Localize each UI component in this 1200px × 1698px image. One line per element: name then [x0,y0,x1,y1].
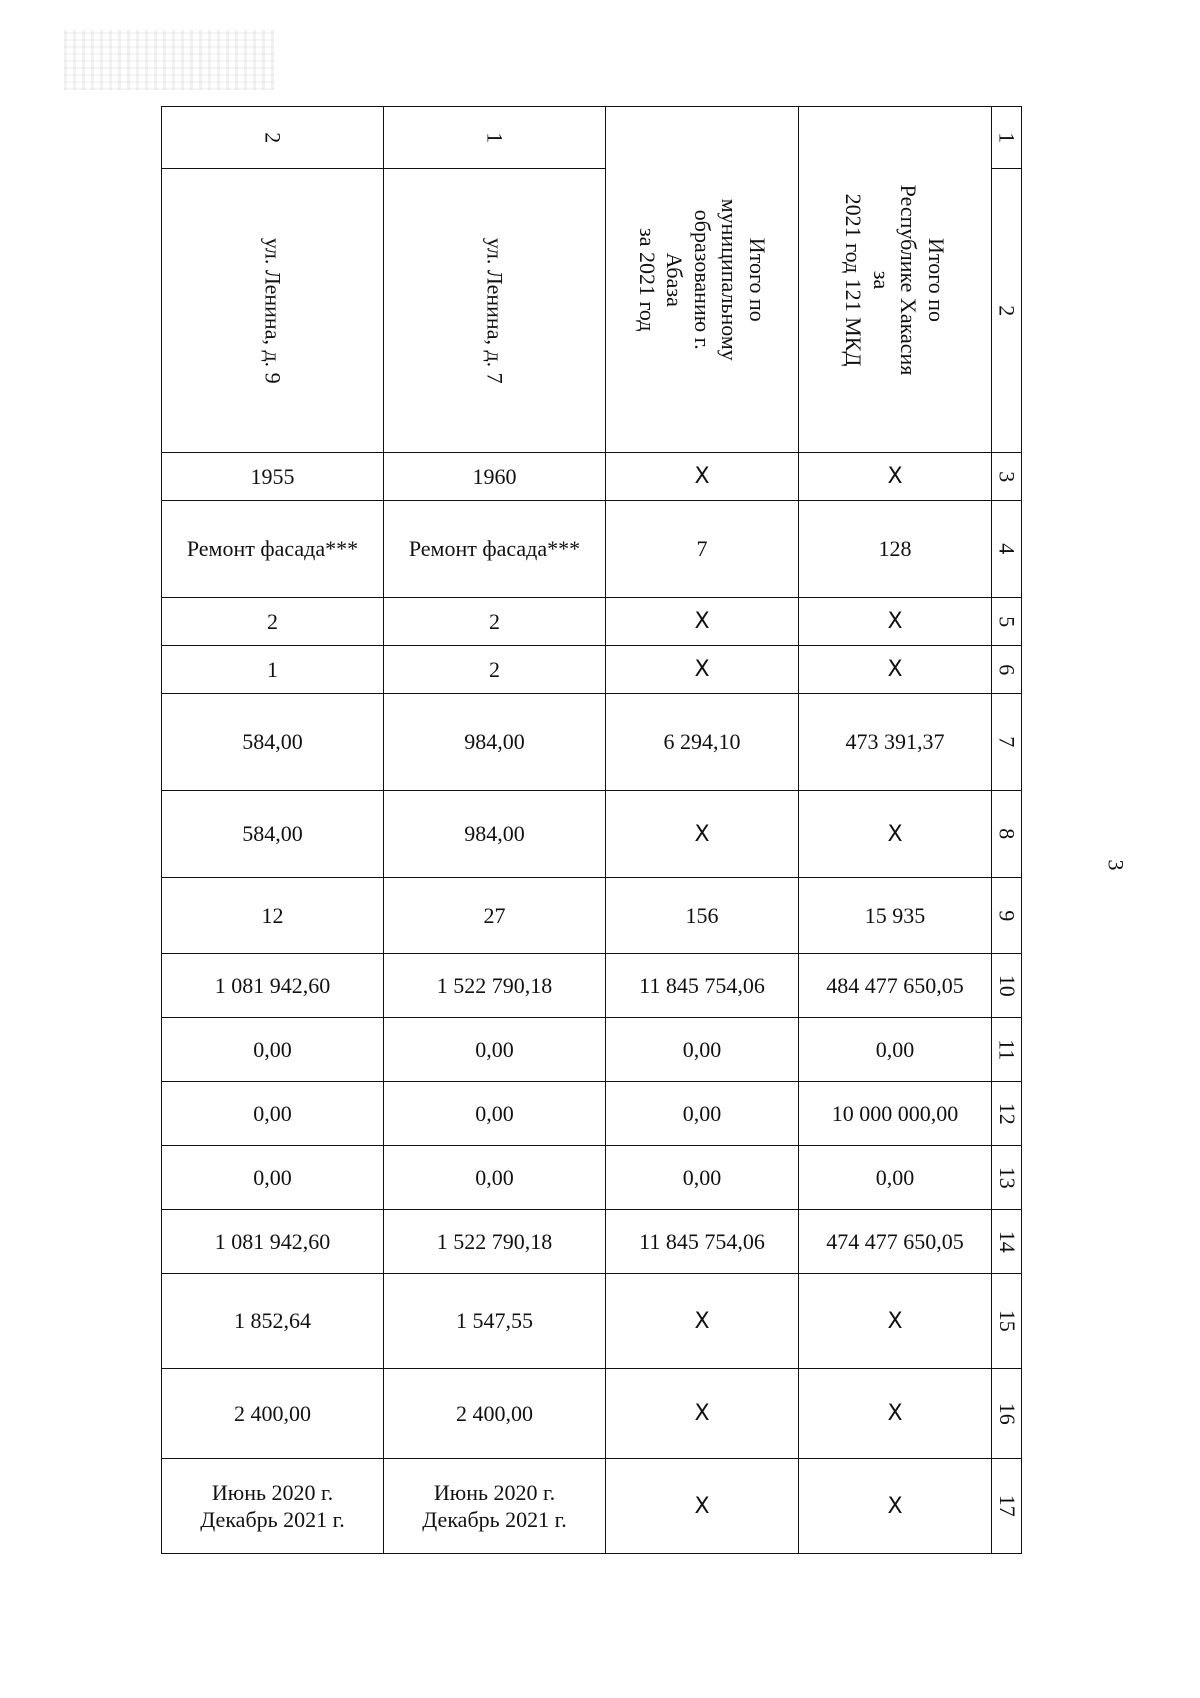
table-cell [606,598,799,646]
cell-value: 156 [685,902,719,928]
header-index-row [162,107,1022,169]
table-cell [162,1018,384,1082]
row-number: 12 [994,1102,1020,1125]
table-cell [162,954,384,1018]
table-cell [384,501,606,598]
cross-mark: X [694,1401,710,1427]
row-number-cell [992,1018,1022,1082]
cell-value: 1 081 942,60 [214,1228,331,1254]
cell-value: 0,00 [475,1100,514,1126]
table-cell [384,694,606,791]
table-cell [384,1274,606,1369]
header-num-col-5: 1 [992,107,1022,169]
cell-value: 7 [696,536,708,562]
table-cell [799,1082,992,1146]
table-row [162,598,1022,646]
table-cell [799,1146,992,1210]
cell-value: 0,00 [682,1164,722,1190]
table-row [162,1082,1022,1146]
cell-value: 2 400,00 [456,1400,533,1426]
table-cell [162,1082,384,1146]
scan-smudge [64,30,274,90]
cell-value: 584,00 [242,729,303,755]
row-number: 17 [994,1495,1020,1517]
row-number-cell [992,694,1022,791]
row-number-cell [992,646,1022,694]
table-row [162,1210,1022,1274]
cell-value: 0,00 [475,1164,514,1190]
table-cell [606,1274,799,1369]
cross-mark: X [887,1493,903,1519]
row-number: 10 [994,974,1020,997]
table-cell [162,1274,384,1369]
cell-value: 0,00 [875,1036,915,1062]
cross-mark: X [694,821,710,847]
page-number: 3 [1103,859,1129,871]
table-cell [799,694,992,791]
cell-value: 2 [489,608,500,634]
table-cell [162,1459,384,1554]
row-number: 9 [994,910,1020,921]
cell-value: Июнь 2020 г. Декабрь 2021 г. [200,1479,345,1532]
row-number-cell [992,1210,1022,1274]
row-number: 14 [994,1230,1020,1253]
row-number: 6 [994,664,1020,675]
table-cell [384,646,606,694]
cell-value: 11 845 754,06 [639,1228,765,1254]
cross-mark: X [694,1308,710,1334]
table-cell [799,954,992,1018]
header-num-col-1: 2 [162,107,384,169]
table-cell [162,878,384,954]
cell-value: 2 400,00 [234,1400,311,1426]
table-cell [606,453,799,501]
cross-mark: X [887,1308,903,1334]
header-title-col-4: Итого по Республике Хакасия за 2021 год 121 МКД [799,107,992,453]
table-cell [162,453,384,501]
cross-mark: X [887,464,903,490]
table-cell [606,878,799,954]
data-table [161,106,1022,1554]
table-row [162,1274,1022,1369]
table-cell [799,453,992,501]
table-row [162,791,1022,878]
cell-value: 27 [483,902,506,928]
cross-mark: X [694,464,710,490]
table-cell [384,791,606,878]
cross-mark: X [694,609,710,635]
row-number: 4 [994,543,1020,555]
header-title-col-3: Итого по муниципальному образованию г. Абаза за 2021 год [606,107,799,453]
cell-value: 0,00 [682,1036,722,1062]
cell-value: 1955 [250,463,295,489]
row-number-cell [992,453,1022,501]
row-number-cell [992,954,1022,1018]
cell-value: 0,00 [253,1100,292,1126]
table-cell [606,1210,799,1274]
cell-value: Ремонт фасада*** [186,536,359,562]
table-cell [162,791,384,878]
table-cell [384,453,606,501]
cell-value: 1 547,55 [456,1308,533,1334]
row-number-cell [992,791,1022,878]
table-cell [799,1459,992,1554]
table-cell [384,1459,606,1554]
table-cell [384,1082,606,1146]
cell-value: 984,00 [464,821,525,847]
table-cell [384,598,606,646]
cross-mark: X [887,609,903,635]
cell-value: 2 [489,656,500,682]
cell-value: 1 522 790,18 [436,972,553,998]
table-cell [799,1018,992,1082]
row-number: 7 [994,736,1020,748]
cell-value: 0,00 [253,1036,292,1062]
row-number: 15 [994,1310,1020,1332]
cell-value: Июнь 2020 г. Декабрь 2021 г. [422,1479,567,1532]
table-cell [799,501,992,598]
row-number-cell [992,1459,1022,1554]
table-cell [606,1082,799,1146]
table-row [162,878,1022,954]
table-cell [799,1210,992,1274]
table-cell [162,1146,384,1210]
cell-value: 128 [878,536,912,562]
cross-mark: X [887,1401,903,1427]
table-cell [162,501,384,598]
cell-value: 0,00 [682,1100,722,1126]
table-row [162,1459,1022,1554]
cell-value: 12 [261,902,284,928]
table-cell [162,1369,384,1459]
table-cell [606,1459,799,1554]
cell-value: 1 081 942,60 [214,972,331,998]
row-number: 13 [994,1166,1020,1189]
table-cell [162,694,384,791]
header-num-col-2: 1 [384,107,606,169]
table-cell [606,791,799,878]
table-cell [384,1210,606,1274]
row-number: 3 [994,471,1020,482]
table-cell [606,1146,799,1210]
table-cell [606,1369,799,1459]
table-cell [799,1369,992,1459]
table-cell [384,1369,606,1459]
table-cell [384,878,606,954]
table-row [162,694,1022,791]
cell-value: 1 852,64 [234,1308,311,1334]
cell-value: 584,00 [242,821,303,847]
row-number: 5 [994,616,1020,627]
row-number-cell [992,1146,1022,1210]
row-number: 11 [994,1038,1020,1061]
cell-value: 473 391,37 [845,729,945,755]
cell-value: 474 477 650,05 [826,1228,964,1254]
row-number-cell [992,1369,1022,1459]
table-cell [799,598,992,646]
table-cell [384,1146,606,1210]
table-cell [606,694,799,791]
cell-value: 2 [267,608,278,634]
table-cell [162,1210,384,1274]
cell-value: 484 477 650,05 [826,972,964,998]
cell-value: 1960 [472,463,517,489]
row-number-cell [992,878,1022,954]
header-title-col-2: ул. Ленина, д. 7 [384,169,606,453]
cell-value: 11 845 754,06 [639,972,765,998]
table-row [162,646,1022,694]
table-row [162,453,1022,501]
cell-value: 1 522 790,18 [436,1228,553,1254]
cell-value: 15 935 [864,902,926,928]
table-cell [606,501,799,598]
cross-mark: X [887,821,903,847]
cell-value: 1 [267,656,278,682]
table-cell [162,646,384,694]
row-number-cell [992,598,1022,646]
header-title-col-5: 2 [992,169,1022,453]
table-cell [606,954,799,1018]
table-cell [162,598,384,646]
row-number-cell [992,501,1022,598]
table-row [162,1369,1022,1459]
table-cell [384,1018,606,1082]
cross-mark: X [694,1493,710,1519]
table-cell [606,646,799,694]
row-number: 16 [994,1402,1020,1425]
cell-value: 6 294,10 [663,729,741,755]
table-cell [799,1274,992,1369]
row-number: 8 [994,828,1020,840]
table-row [162,1146,1022,1210]
row-number-cell [992,1082,1022,1146]
cross-mark: X [887,657,903,683]
cell-value: 0,00 [475,1036,514,1062]
cell-value: 0,00 [875,1164,915,1190]
cell-value: 10 000 000,00 [831,1100,959,1126]
cross-mark: X [694,657,710,683]
table-cell [606,1018,799,1082]
table-row [162,954,1022,1018]
cell-value: 0,00 [253,1164,292,1190]
table-cell [799,878,992,954]
row-number-cell [992,1274,1022,1369]
table-row [162,501,1022,598]
cell-value: Ремонт фасада*** [408,536,581,562]
header-title-col-1: ул. Ленина, д. 9 [162,169,384,453]
table-row [162,1018,1022,1082]
table-cell [799,646,992,694]
table-cell [799,791,992,878]
table-cell [384,954,606,1018]
cell-value: 984,00 [464,729,525,755]
